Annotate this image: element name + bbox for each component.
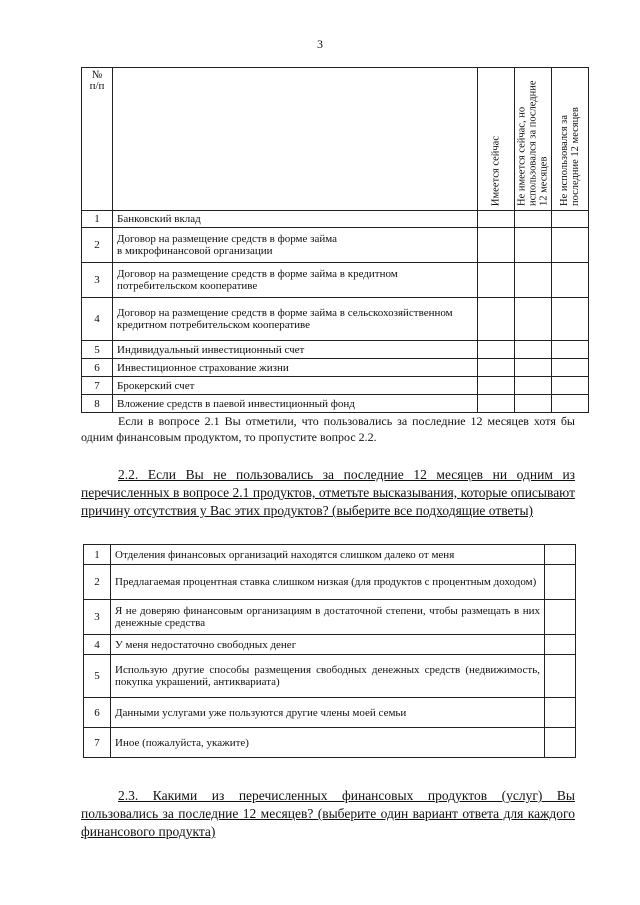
- answer-cell[interactable]: [545, 545, 576, 565]
- table-row: [84, 728, 576, 758]
- answer-cell-used[interactable]: [515, 377, 552, 395]
- row-text: Банковский вклад: [113, 211, 478, 228]
- row-text: Брокерский счет: [113, 377, 478, 395]
- answer-cell-now[interactable]: [478, 211, 515, 228]
- row-text: Данными услугами уже пользуются другие члены моей семьи: [111, 698, 545, 728]
- row-num: 4: [82, 298, 113, 341]
- row-text: Индивидуальный инвестиционный счет: [113, 341, 478, 359]
- row-num: 2: [82, 228, 113, 263]
- answer-cell-now[interactable]: [478, 359, 515, 377]
- answer-cell-now[interactable]: [478, 298, 515, 341]
- row-num: 4: [84, 635, 111, 655]
- row-text: Предлагаемая процентная ставка слишком низкая (для продуктов с процентным доходом): [111, 565, 545, 600]
- row-text: Отделения финансовых организаций находятся слишком далеко от меня: [111, 545, 545, 565]
- row-num: 3: [84, 600, 111, 635]
- answer-cell[interactable]: [545, 728, 576, 758]
- header-col-not-used: [552, 68, 589, 211]
- answer-cell-not-used[interactable]: [552, 263, 589, 298]
- row-num: 7: [84, 728, 111, 758]
- products-table: [81, 67, 589, 413]
- row-num: 2: [84, 565, 111, 600]
- table-row: [82, 263, 589, 298]
- row-text: Инвестиционное страхование жизни: [113, 359, 478, 377]
- header-col-used-label: Не имеется сейчас, но использовался за последние 12 месяцев: [516, 80, 550, 206]
- table-row: [84, 600, 576, 635]
- table-row: [84, 565, 576, 600]
- row-num: 1: [84, 545, 111, 565]
- table-row: [82, 359, 589, 377]
- row-num: 6: [84, 698, 111, 728]
- answer-cell[interactable]: [545, 635, 576, 655]
- answer-cell-not-used[interactable]: [552, 377, 589, 395]
- question-2-2: [81, 466, 575, 520]
- table-row: [82, 228, 589, 263]
- answer-cell[interactable]: [545, 600, 576, 635]
- answer-cell-now[interactable]: [478, 341, 515, 359]
- answer-cell-used[interactable]: [515, 298, 552, 341]
- row-num: 7: [82, 377, 113, 395]
- row-text: Договор на размещение средств в форме займа в кредитном потребительском кооперативе: [113, 263, 478, 298]
- row-num: 6: [82, 359, 113, 377]
- reasons-table: [83, 544, 576, 758]
- header-num-label: № п/п: [89, 69, 105, 92]
- answer-cell-used[interactable]: [515, 263, 552, 298]
- answer-cell-now[interactable]: [478, 228, 515, 263]
- answer-cell-now[interactable]: [478, 377, 515, 395]
- header-col-not-used-label: Не использовался за последние 12 месяцев: [559, 107, 581, 206]
- table-row: [82, 395, 589, 413]
- answer-cell-not-used[interactable]: [552, 211, 589, 228]
- answer-cell-not-used[interactable]: [552, 395, 589, 413]
- page-number: 3: [317, 37, 323, 51]
- answer-cell-not-used[interactable]: [552, 341, 589, 359]
- answer-cell[interactable]: [545, 655, 576, 698]
- skip-instruction: Если в вопросе 2.1 Вы отметили, что пользовались за последние 12 месяцев хотя бы одним финансовым продуктом, то пропустите вопрос 2.2.: [81, 414, 575, 444]
- answer-cell-now[interactable]: [478, 395, 515, 413]
- row-num: 5: [84, 655, 111, 698]
- row-text: Вложение средств в паевой инвестиционный фонд: [113, 395, 478, 413]
- answer-cell[interactable]: [545, 565, 576, 600]
- row-num: 3: [82, 263, 113, 298]
- row-text: Использую другие способы размещения свободных денежных средств (недвижимость, покупка украшений, антиквариата): [111, 655, 545, 698]
- answer-cell-used[interactable]: [515, 228, 552, 263]
- answer-cell-not-used[interactable]: [552, 228, 589, 263]
- row-num: 1: [82, 211, 113, 228]
- row-text: Договор на размещение средств в форме займа в микрофинансовой организации: [113, 228, 478, 263]
- answer-cell-used[interactable]: [515, 359, 552, 377]
- answer-cell-used[interactable]: [515, 341, 552, 359]
- table-header-row: [82, 68, 589, 211]
- table-row: [84, 635, 576, 655]
- row-text: У меня недостаточно свободных денег: [111, 635, 545, 655]
- table-row: [84, 698, 576, 728]
- header-col-now-label: Имеется сейчас: [490, 135, 502, 206]
- answer-cell-not-used[interactable]: [552, 359, 589, 377]
- answer-cell[interactable]: [545, 698, 576, 728]
- row-text: Я не доверяю финансовым организациям в достаточной степени, чтобы размещать в них денежные средства: [111, 600, 545, 635]
- table-row: [84, 655, 576, 698]
- question-2-2-text: 2.2. Если Вы не пользовались за последние 12 месяцев ни одним из перечисленных в вопросе 2.1 продуктов, отметьте высказывания, которые описывают причину отсутствия у Вас этих продуктов? (выберите все подходящие ответы): [81, 467, 575, 518]
- table-row: [82, 211, 589, 228]
- header-empty-cell: [113, 68, 478, 211]
- header-num-cell: [82, 68, 113, 211]
- table-row: [84, 545, 576, 565]
- table-row: [82, 341, 589, 359]
- row-text: Договор на размещение средств в форме займа в сельскохозяйственном кредитном потребительском кооперативе: [113, 298, 478, 341]
- answer-cell-now[interactable]: [478, 263, 515, 298]
- answer-cell-not-used[interactable]: [552, 298, 589, 341]
- question-2-3-text: 2.3. Какими из перечисленных финансовых продуктов (услуг) Вы пользовались за последние 12 месяцев? (выберите один вариант ответа для каждого финансового продукта): [81, 788, 575, 839]
- table-row: [82, 377, 589, 395]
- table-row: [82, 298, 589, 341]
- header-col-used: [515, 68, 552, 211]
- header-col-now: [478, 68, 515, 211]
- row-num: 8: [82, 395, 113, 413]
- answer-cell-used[interactable]: [515, 211, 552, 228]
- row-text: Иное (пожалуйста, укажите): [111, 728, 545, 758]
- answer-cell-used[interactable]: [515, 395, 552, 413]
- row-num: 5: [82, 341, 113, 359]
- question-2-3: [81, 787, 575, 841]
